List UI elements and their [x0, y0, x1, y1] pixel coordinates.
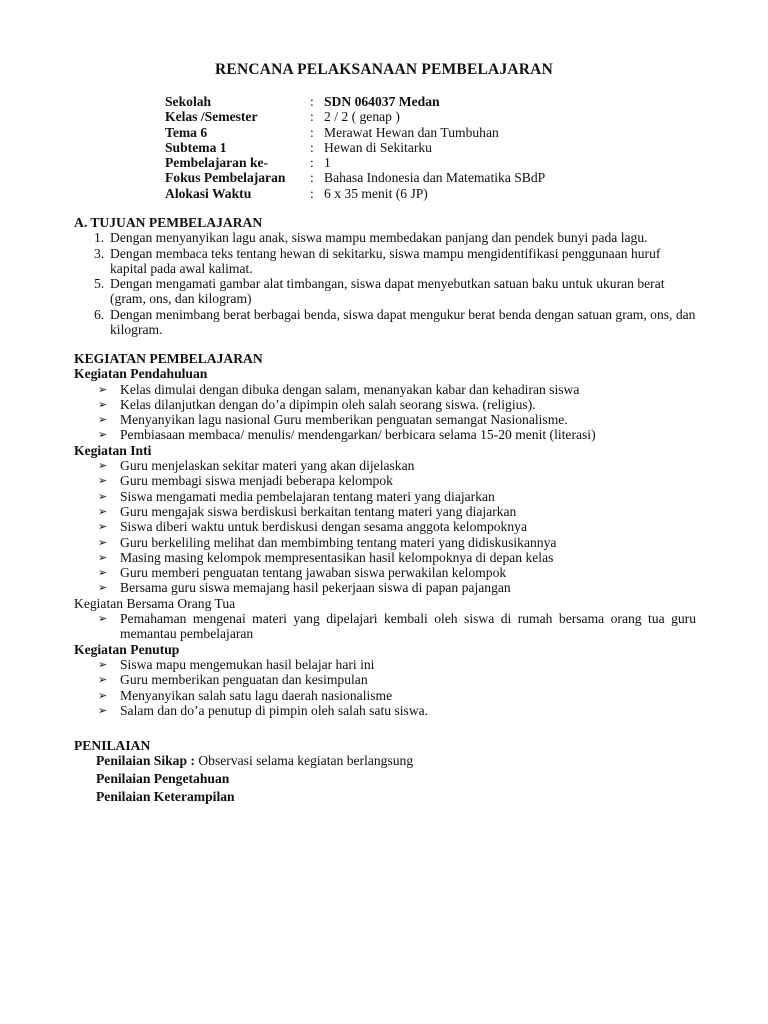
list-item [74, 519, 696, 534]
tujuan-list [74, 230, 696, 337]
list-item-text: Guru mengajak siswa berdiskusi berkaitan tentang materi yang diajarkan [120, 503, 517, 519]
list-item-text: Guru membagi siswa menjadi beberapa kelompok [120, 473, 393, 489]
info-label: Fokus Pembelajaran [165, 170, 286, 186]
arrow-bullet-icon: ➢ [98, 566, 108, 580]
arrow-bullet-icon: ➢ [98, 428, 108, 442]
arrow-bullet-icon: ➢ [98, 489, 108, 503]
list-item [74, 458, 696, 473]
arrow-bullet-icon: ➢ [98, 688, 108, 702]
list-item-text: Menyanyikan salah satu lagu daerah nasionalisme [120, 687, 393, 703]
pendahuluan-list [74, 382, 696, 443]
kegiatan-section [74, 351, 696, 718]
info-row [165, 125, 545, 140]
penilaian-sikap-value: Observasi selama kegiatan berlangsung [194, 753, 414, 769]
list-item [74, 397, 696, 412]
list-item [74, 473, 696, 488]
tujuan-section [74, 215, 696, 337]
list-item [74, 550, 696, 565]
tujuan-item [74, 307, 696, 338]
arrow-bullet-icon: ➢ [98, 459, 108, 473]
list-item-text: Guru memberikan penguatan dan kesimpulan [120, 672, 368, 688]
info-label: Pembelajaran ke- [165, 155, 269, 171]
info-colon: : [310, 139, 314, 155]
arrow-bullet-icon: ➢ [98, 703, 108, 717]
penilaian-sikap [96, 753, 696, 771]
info-colon: : [310, 109, 314, 125]
list-item [74, 580, 696, 595]
list-item-text: Bersama guru siswa memajang hasil pekerjaan siswa di papan pajangan [120, 580, 511, 596]
list-item [74, 672, 696, 687]
info-row [165, 94, 545, 109]
info-colon: : [310, 170, 314, 186]
kegiatan-heading: KEGIATAN PEMBELAJARAN [74, 351, 263, 366]
list-item-text: Guru berkeliling melihat dan membimbing tentang materi yang didiskusikannya [120, 534, 557, 550]
list-item [74, 611, 696, 642]
arrow-bullet-icon: ➢ [98, 397, 108, 411]
list-item-text: Guru memberi penguatan tentang jawaban siswa perwakilan kelompok [120, 565, 507, 581]
info-colon: : [310, 185, 314, 201]
list-item [74, 412, 696, 427]
arrow-bullet-icon: ➢ [98, 504, 108, 518]
info-row [165, 109, 545, 124]
list-item [74, 535, 696, 550]
list-item-text: Pemahaman mengenai materi yang dipelajari kembali oleh siswa di rumah bersama orang tua guru memantau pembelajaran [120, 611, 696, 642]
arrow-bullet-icon: ➢ [98, 673, 108, 687]
info-label: Subtema 1 [165, 139, 227, 155]
penilaian-keterampilan: Penilaian Keterampilan [96, 789, 235, 805]
info-colon: : [310, 124, 314, 140]
penilaian-pengetahuan: Penilaian Pengetahuan [96, 771, 230, 787]
list-item-text: Kelas dilanjutkan dengan do’a dipimpin oleh salah seorang siswa. (religius). [120, 396, 536, 412]
list-item [74, 382, 696, 397]
arrow-bullet-icon: ➢ [98, 520, 108, 534]
list-item-text: Masing masing kelompok mempresentasikan hasil kelompoknya di depan kelas [120, 549, 554, 565]
tujuan-item [74, 276, 696, 307]
page-title: RENCANA PELAKSANAAN PEMBELAJARAN [215, 61, 553, 78]
info-value: 1 [324, 155, 331, 171]
tujuan-item-number: 6. [94, 306, 105, 322]
orangtua-title: Kegiatan Bersama Orang Tua [74, 595, 236, 611]
arrow-bullet-icon: ➢ [98, 581, 108, 595]
penilaian-heading: PENILAIAN [74, 738, 151, 753]
list-item [74, 688, 696, 703]
tujuan-item-text: Dengan menyanyikan lagu anak, siswa mampu membedakan panjang dan pendek bunyi pada lagu. [110, 230, 648, 246]
list-item [74, 703, 696, 718]
arrow-bullet-icon: ➢ [98, 550, 108, 564]
info-row [165, 140, 545, 155]
tujuan-item-number: 3. [94, 245, 105, 261]
info-value: SDN 064037 Medan [324, 94, 440, 109]
penutup-list [74, 657, 696, 718]
tujuan-heading: A. TUJUAN PEMBELAJARAN [74, 215, 263, 230]
list-item [74, 427, 696, 442]
info-row [165, 155, 545, 170]
list-item-text: Kelas dimulai dengan dibuka dengan salam, menanyakan kabar dan kehadiran siswa [120, 381, 580, 397]
info-value: 2 / 2 ( genap ) [324, 109, 400, 125]
arrow-bullet-icon: ➢ [98, 535, 108, 549]
list-item-text: Siswa mapu mengemukan hasil belajar hari ini [120, 656, 375, 672]
inti-title: Kegiatan Inti [74, 442, 152, 458]
info-value: 6 x 35 menit (6 JP) [324, 185, 428, 201]
info-value: Merawat Hewan dan Tumbuhan [324, 124, 499, 140]
pendahuluan-title: Kegiatan Pendahuluan [74, 366, 208, 382]
list-item-text: Siswa mengamati media pembelajaran tentang materi yang diajarkan [120, 488, 495, 504]
list-item-text: Menyanyikan lagu nasional Guru memberikan penguatan semangat Nasionalisme. [120, 412, 568, 428]
info-label: Kelas /Semester [165, 109, 258, 125]
tujuan-item-number: 5. [94, 276, 105, 292]
tujuan-item-text: Dengan membaca teks tentang hewan di sekitarku, siswa mampu mengidentifikasi penggunaan huruf kapital pada awal kalimat. [110, 245, 661, 276]
list-item-text: Siswa diberi waktu untuk berdiskusi dengan sesama anggota kelompoknya [120, 519, 527, 535]
arrow-bullet-icon: ➢ [98, 657, 108, 671]
orangtua-list [74, 611, 696, 642]
list-item [74, 504, 696, 519]
list-item [74, 657, 696, 672]
penilaian-sikap-label: Penilaian Sikap : [96, 753, 195, 769]
info-value: Hewan di Sekitarku [324, 139, 432, 155]
info-colon: : [310, 94, 314, 109]
info-label: Sekolah [165, 94, 212, 109]
tujuan-item [74, 230, 696, 245]
arrow-bullet-icon: ➢ [98, 382, 108, 396]
list-item-text: Pembiasaan membaca/ menulis/ mendengarkan/ berbicara selama 15-20 menit (literasi) [120, 427, 596, 443]
penilaian-section [74, 738, 696, 807]
info-row [165, 186, 545, 201]
info-colon: : [310, 155, 314, 171]
info-row [165, 170, 545, 185]
arrow-bullet-icon: ➢ [98, 474, 108, 488]
tujuan-item-number: 1. [94, 230, 105, 246]
info-label: Alokasi Waktu [165, 185, 252, 201]
identity-table [165, 94, 545, 201]
list-item [74, 565, 696, 580]
penutup-title: Kegiatan Penutup [74, 641, 180, 657]
inti-list [74, 458, 696, 596]
info-value: Bahasa Indonesia dan Matematika SBdP [324, 170, 546, 186]
list-item-text: Salam dan do’a penutup di pimpin oleh salah satu siswa. [120, 702, 429, 718]
arrow-bullet-icon: ➢ [98, 413, 108, 427]
tujuan-item-text: Dengan menimbang berat berbagai benda, siswa dapat mengukur berat benda dengan satuan gram, ons, dan kilogram. [110, 306, 696, 338]
arrow-bullet-icon: ➢ [98, 612, 108, 626]
tujuan-item [74, 246, 696, 277]
tujuan-item-text: Dengan mengamati gambar alat timbangan, siswa dapat menyebutkan satuan baku untuk ukuran berat (gram, ons, dan kilogram) [110, 276, 665, 307]
list-item-text: Guru menjelaskan sekitar materi yang akan dijelaskan [120, 458, 415, 474]
list-item [74, 489, 696, 504]
info-label: Tema 6 [165, 124, 208, 140]
